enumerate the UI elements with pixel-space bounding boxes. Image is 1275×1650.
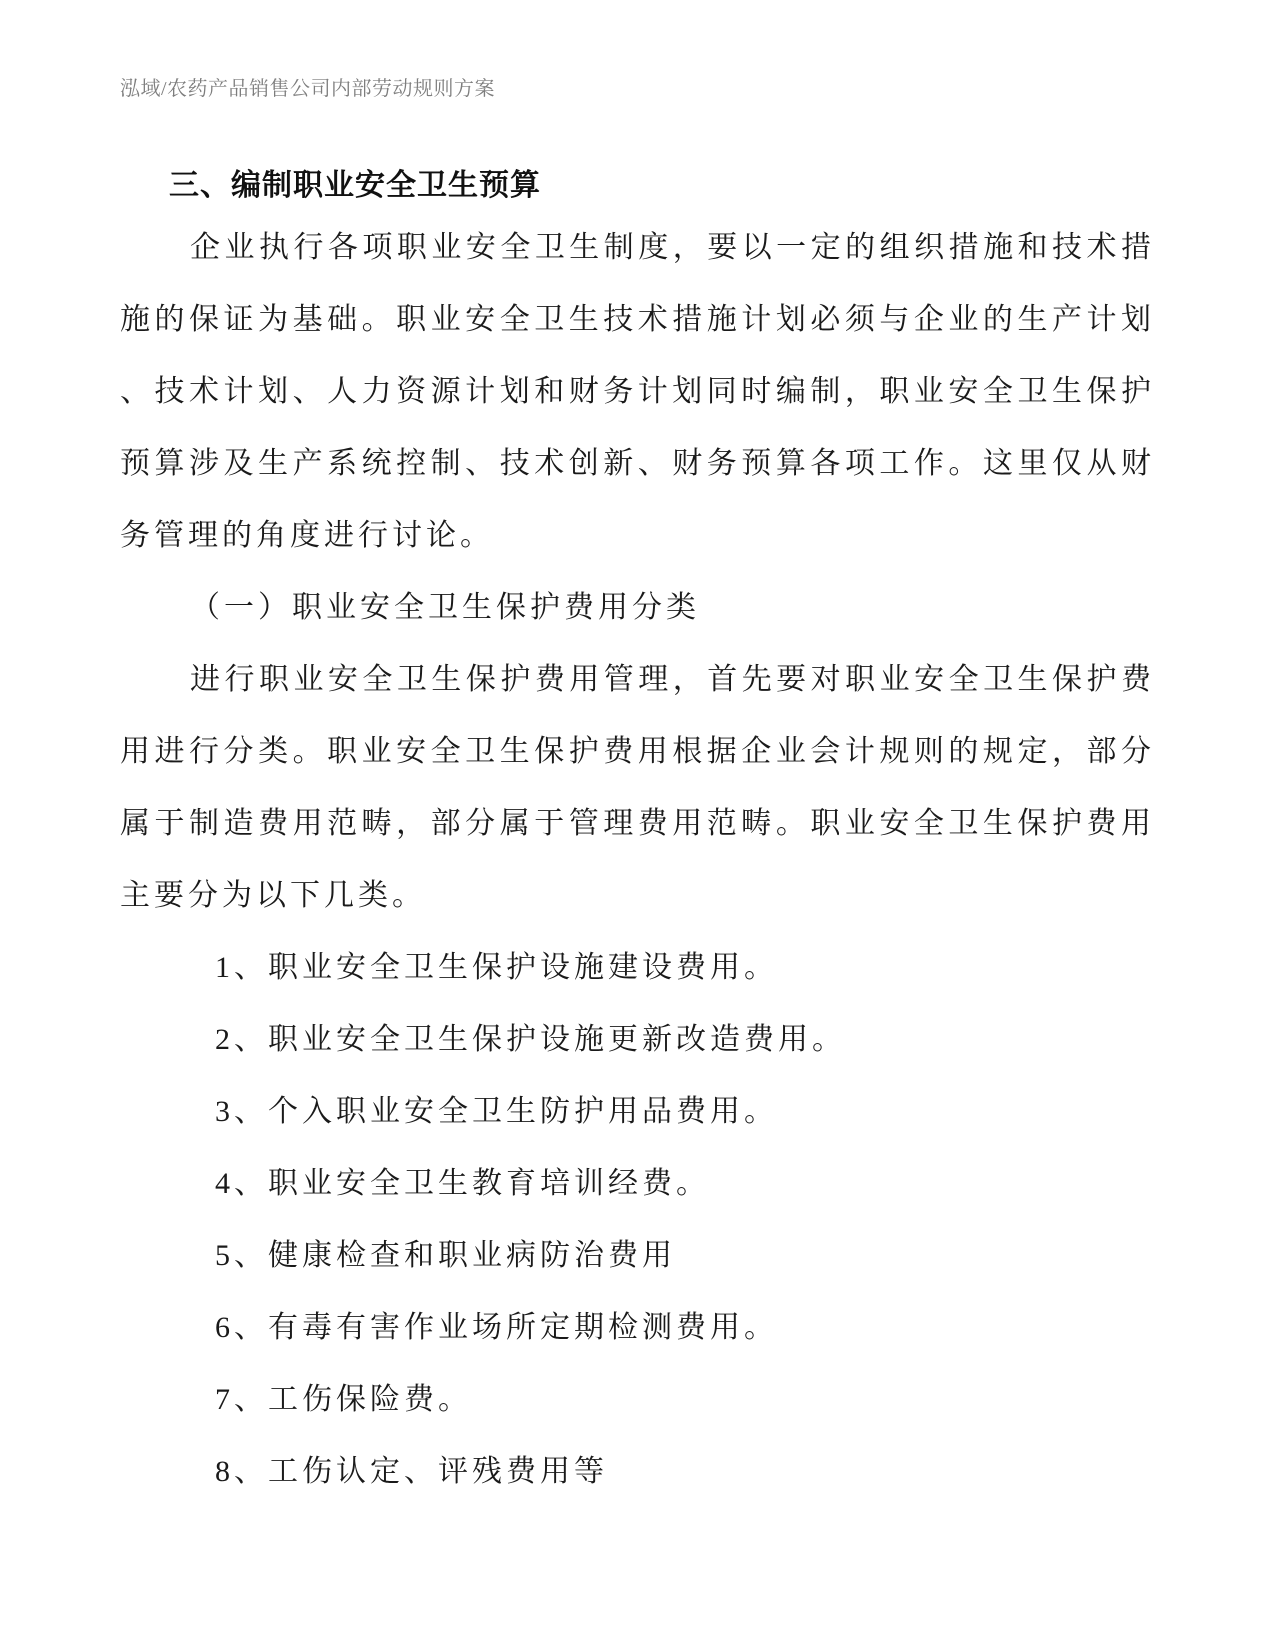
paragraph: 进行职业安全卫生保护费用管理，首先要对职业安全卫生保护费用进行分类。职业安全卫生保护费用根据企业会计规则的规定，部分属于制造费用范畴，部分属于管理费用范畴。职业安全卫生保护费用主要分为以下几类。 bbox=[120, 663, 1155, 912]
list-item: 6、有毒有害作业场所定期检测费用。 bbox=[215, 1311, 778, 1344]
document-body bbox=[120, 160, 1155, 1508]
list-item: 7、工伤保险费。 bbox=[215, 1383, 472, 1416]
page-header bbox=[120, 72, 495, 101]
subsection-heading: （一）职业安全卫生保护费用分类 bbox=[190, 591, 700, 624]
list-item: 8、工伤认定、评残费用等 bbox=[215, 1455, 608, 1488]
paragraph: 企业执行各项职业安全卫生制度，要以一定的组织措施和技术措施的保证为基础。职业安全卫生技术措施计划必须与企业的生产计划、技术计划、人力资源计划和财务计划同时编制，职业安全卫生保护预算涉及生产系统控制、技术创新、财务预算各项工作。这里仅从财务管理的角度进行讨论。 bbox=[120, 231, 1155, 552]
list-item: 4、职业安全卫生教育培训经费。 bbox=[215, 1167, 710, 1200]
header-text: 泓域/农药产品销售公司内部劳动规则方案 bbox=[120, 78, 496, 100]
list-item: 1、职业安全卫生保护设施建设费用。 bbox=[215, 951, 778, 984]
list-item: 3、个入职业安全卫生防护用品费用。 bbox=[215, 1095, 778, 1128]
section-heading: 三、编制职业安全卫生预算 bbox=[169, 169, 541, 202]
list-item: 2、职业安全卫生保护设施更新改造费用。 bbox=[215, 1023, 846, 1056]
list-item: 5、健康检查和职业病防治费用 bbox=[215, 1239, 676, 1272]
